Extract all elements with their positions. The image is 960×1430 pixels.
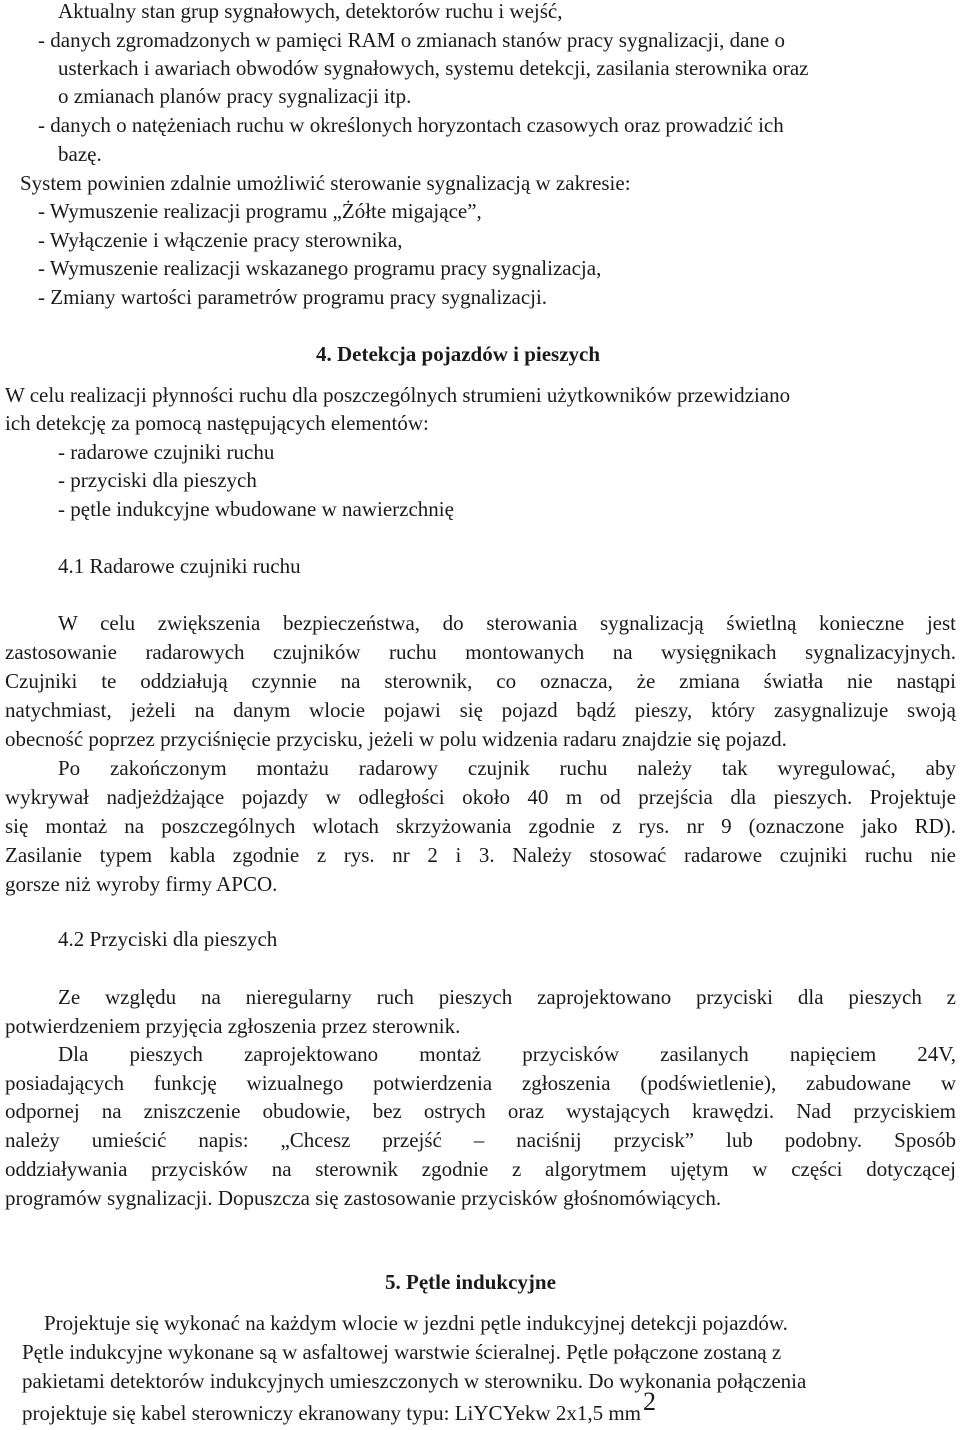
text-line: Po zakończonym montażu radarowy czujnik ruchu należy tak wyregulować, aby	[58, 756, 956, 780]
section-heading-5: 5. Pętle indukcyjne	[385, 1270, 556, 1294]
section-heading-4-2: 4.2 Przyciski dla pieszych	[58, 927, 278, 951]
list-item: - Wyłączenie i włączenie pracy sterownika,	[38, 228, 403, 252]
text-line: W celu zwiększenia bezpieczeństwa, do sterowania sygnalizacją świetlną konieczne jest	[58, 611, 956, 635]
text-line: oddziaływania przycisków na sterownik zgodnie z algorytmem ujętym w części dotyczącej	[5, 1157, 956, 1181]
text-line: Czujniki te oddziałują czynnie na sterownik, co oznacza, że zmiana światła nie nastąpi	[5, 669, 956, 693]
text-line: odpornej na zniszczenie obudowie, bez ostrych oraz wystających krawędzi. Nad przyciskiem	[5, 1099, 956, 1123]
text-line: Ze względu na nieregularny ruch pieszych zaprojektowano przyciski dla pieszych z	[58, 985, 956, 1009]
text-line: zastosowanie radarowych czujników ruchu montowanych na wysięgnikach sygnalizacyjnych.	[5, 640, 956, 664]
list-item: - Wymuszenie realizacji wskazanego programu pracy sygnalizacja,	[38, 256, 602, 280]
text-line: wykrywał nadjeżdżające pojazdy w odległości około 40 m od przejścia dla pieszych. Projektuje	[5, 785, 956, 809]
superscript-2: 2	[643, 1387, 656, 1416]
list-item: - Wymuszenie realizacji programu „Żółte migające”,	[38, 199, 482, 223]
text-line: potwierdzeniem przyjęcia zgłoszenia przez sterownik.	[5, 1014, 461, 1038]
remote-intro: System powinien zdalnie umożliwić sterowanie sygnalizacją w zakresie:	[20, 171, 631, 195]
text-line: gorsze niż wyroby firmy APCO.	[5, 872, 278, 896]
text-line: Aktualny stan grup sygnałowych, detektorów ruchu i wejść,	[58, 0, 563, 23]
text-line: natychmiast, jeżeli na danym wlocie pojawi się pojazd bądź pieszy, który zasygnalizuje swoją	[5, 698, 956, 722]
text-line: Dla pieszych zaprojektowano montaż przycisków zasilanych napięciem 24V,	[58, 1042, 956, 1066]
text-line-last	[22, 1387, 656, 1427]
text-line: - danych o natężeniach ruchu w określonych horyzontach czasowych oraz prowadzić ich	[38, 113, 784, 137]
cable-spec-text: projektuje się kabel sterowniczy ekranowany typu: LiYCYekw 2x1,5 mm	[22, 1401, 641, 1425]
section-heading-4: 4. Detekcja pojazdów i pieszych	[316, 342, 601, 366]
section-heading-4-1: 4.1 Radarowe czujniki ruchu	[58, 554, 301, 578]
text-line: Pętle indukcyjne wykonane są w asfaltowej warstwie ścieralnej. Pętle połączone zostaną z	[22, 1340, 782, 1364]
text-line: należy umieścić napis: „Chcesz przejść – naciśnij przycisk” lub podobny. Sposób	[5, 1128, 956, 1152]
text-line: o zmianach planów pracy sygnalizacji itp.	[58, 84, 412, 108]
list-item: - przyciski dla pieszych	[58, 468, 257, 492]
list-item: - pętle indukcyjne wbudowane w nawierzchnię	[58, 497, 454, 521]
text-line: się montaż na poszczególnych wlotach skrzyżowania zgodnie z rys. nr 9 (oznaczone jako RD).	[5, 814, 956, 838]
text-line: Zasilanie typem kabla zgodnie z rys. nr 2 i 3. Należy stosować radarowe czujniki ruchu nie	[5, 843, 956, 867]
text-line: programów sygnalizacji. Dopuszcza się zastosowanie przycisków głośnomówiących.	[5, 1186, 722, 1210]
text-line: W celu realizacji płynności ruchu dla poszczególnych strumieni użytkowników przewidziano	[5, 383, 791, 407]
list-item: - radarowe czujniki ruchu	[58, 440, 275, 464]
text-line: bazę.	[58, 142, 102, 166]
text-line: pakietami detektorów indukcyjnych umieszczonych w sterowniku. Do wykonania połączenia	[22, 1369, 807, 1393]
text-line: posiadających funkcję wizualnego potwierdzenia zgłoszenia (podświetlenie), zabudowane w	[5, 1071, 956, 1095]
list-item: - Zmiany wartości parametrów programu pracy sygnalizacji.	[38, 285, 548, 309]
text-line: Projektuje się wykonać na każdym wlocie w jezdni pętle indukcyjnej detekcji pojazdów.	[44, 1311, 788, 1335]
text-line: ich detekcję za pomocą następujących elementów:	[5, 411, 429, 435]
text-line: obecność poprzez przyciśnięcie przycisku, jeżeli w polu widzenia radaru znajdzie się pojazd.	[5, 727, 787, 751]
text-line: usterkach i awariach obwodów sygnałowych, systemu detekcji, zasilania sterownika oraz	[58, 56, 809, 80]
text-line: - danych zgromadzonych w pamięci RAM o zmianach stanów pracy sygnalizacji, dane o	[38, 28, 785, 52]
